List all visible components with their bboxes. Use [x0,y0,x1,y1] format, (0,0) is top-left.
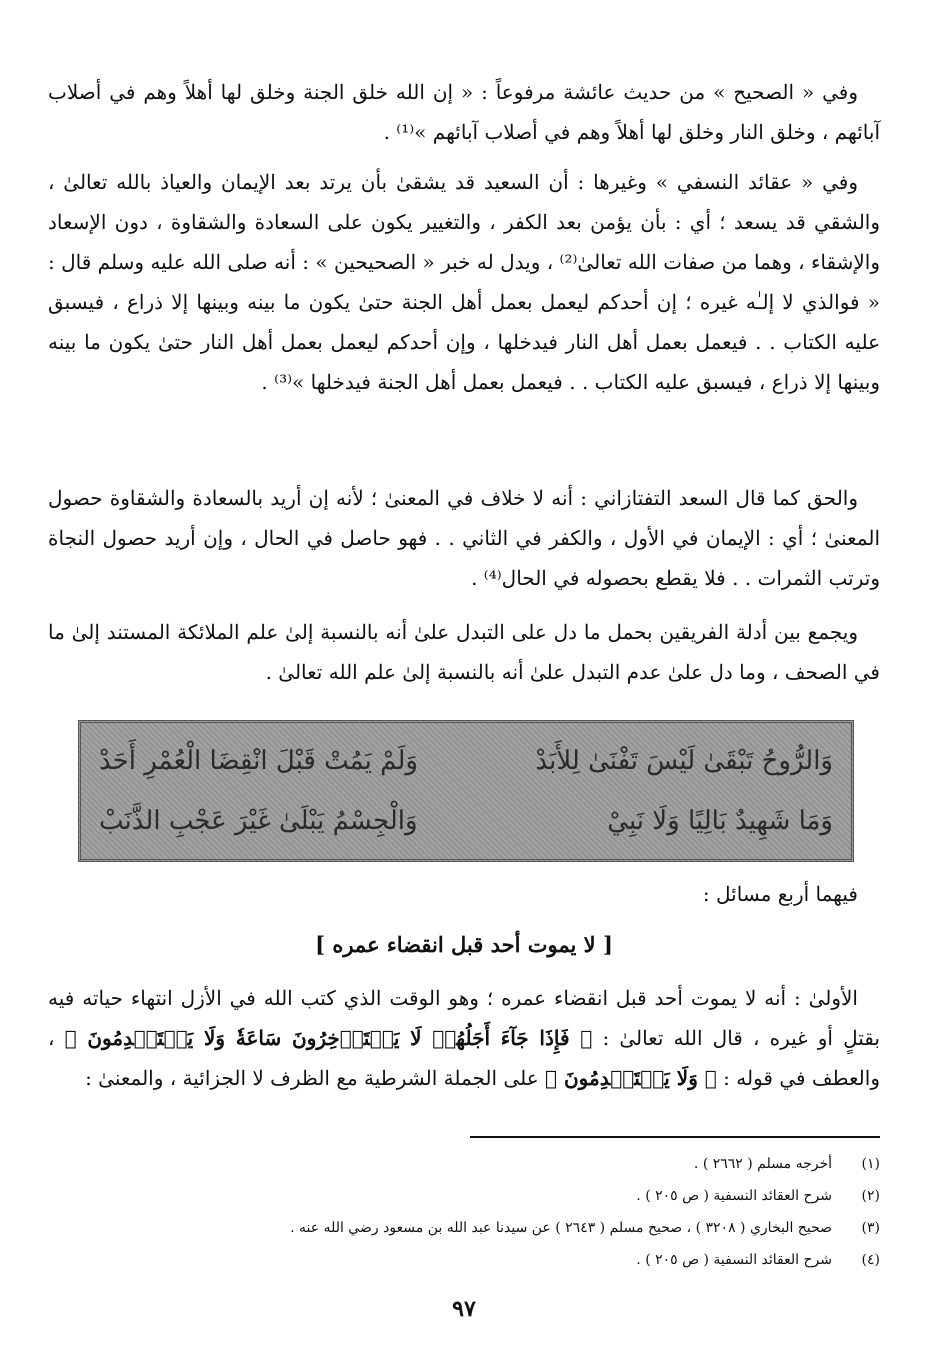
footnotes [48,1148,880,1276]
paragraph-text [48,978,880,1098]
paragraph-nasafi-creed [48,162,880,410]
footnote-item [48,1148,880,1180]
paragraph-text: والحق كما قال السعد التفتازاني : أنه لا خلاف في المعنىٰ ؛ لأنه إن أريد بالسعادة والشقاوة حصول المعنىٰ ؛ أي : الإيمان في الأول ، والكفر في الثاني . . فهو حاصل في الحال ، وإن أريد حصول النجاة وترتب الثمرات . . فلا يقطع بحصوله في الحال⁽⁴⁾ . [48,486,880,590]
page-number: ٩٧ [452,1296,476,1322]
verse-hemistich-left: وَالرُّوحُ تَبْقَىٰ لَيْسَ تَفْنَىٰ لِلأَبَدْ [535,746,833,776]
verse-line-2 [99,806,833,836]
paragraph-aisha-hadith [48,72,880,160]
text-run: على الجملة الشرطية مع الظرف لا الجزائية ، والمعنىٰ : [85,1066,546,1090]
verse-hemistich-right: وَالْجِسْمُ يَبْلَىٰ غَيْرَ عَجْبِ الذَّنَبْ [99,806,418,836]
paragraph-reconciliation [48,612,880,700]
footnote-text: صحيح البخاري ( ٣٢٠٨ ) ، صحيح مسلم ( ٢٦٤٣ ) عن سيدنا عبد الله بن مسعود رضي الله عنه . [290,1220,832,1236]
text-run: ، والعطف في قوله : [48,1026,880,1090]
paragraph-text: ويجمع بين أدلة الفريقين بحمل ما دل على التبدل علىٰ أنه بالنسبة إلىٰ علم الملائكة المستند إلىٰ ما في الصحف ، وما دل علىٰ عدم التبدل علىٰ أنه بالنسبة إلىٰ علم الله تعالىٰ . [48,620,880,684]
footnote-item [48,1212,880,1244]
footnote-item [48,1244,880,1276]
footnote-divider [470,1136,880,1138]
poem-verse-box [78,720,854,862]
section-heading: [ لا يموت أحد قبل انقضاء عمره ] [315,932,613,957]
verse-line-1 [99,746,833,776]
text-run: الأولىٰ : أنه لا يموت أحد قبل انقضاء عمره ؛ وهو الوقت الذي كتب الله في الأزل انتهاء حياته فيه بقتلٍ أو غيره ، قال الله تعالىٰ : [48,986,880,1050]
footnote-number: (١) [861,1156,880,1172]
paragraph-first-issue [48,978,880,1106]
verse-hemistich-right: وَلَمْ يَمُتْ قَبْلَ انْقِضَا الْعُمْرِ أَحَدْ [99,746,418,776]
footnote-number: (٢) [861,1188,880,1204]
footnote-number: (٣) [861,1220,880,1236]
paragraph-text: وفي « عقائد النسفي » وغيرها : أن السعيد قد يشقىٰ بأن يرتد بعد الإيمان والعياذ بالله تعالىٰ ، والشقي قد يسعد ؛ أي : بأن يؤمن بعد الكفر ، والتغيير يكون على السعادة والشقاوة ، دون الإسعاد والإشقاء ، وهما من صفات الله تعالىٰ⁽²⁾ ، ويدل له خبر « الصحيحين » : أنه صلى الله عليه وسلم قال : « فوالذي لا إلـٰه غيره ؛ إن أحدكم ليعمل بعمل أهل الجنة حتىٰ يكون ما بينه وبينها إلا ذراع ، فيسبق عليه الكتاب . . فيعمل بعمل أهل النار فيدخلها ، وإن أحدكم ليعمل بعمل أهل النار حتىٰ يكون ما بينه وبينها إلا ذراع ، فيسبق عليه الكتاب . . فيعمل بعمل أهل الجنة فيدخلها »⁽³⁾ . [48,170,880,394]
verse-hemistich-left: وَمَا شَهِيدٌ بَالِيًا وَلَا نَبِيْ [607,806,833,836]
quran-quote: ﴿ وَلَا يَسۡتَقۡدِمُونَ ﴾ [545,1066,717,1090]
footnote-text: شرح العقائد النسفية ( ص ٢٠٥ ) . [636,1188,832,1204]
paragraph-taftazani [48,478,880,606]
footnote-number: (٤) [861,1252,880,1268]
book-page [48,0,880,1346]
paragraph-text: وفي « الصحيح » من حديث عائشة مرفوعاً : « إن الله خلق الجنة وخلق لها أهلاً وهم في أصلاب آبائهم ، وخلق النار وخلق لها أهلاً وهم في أصلاب آبائهم »⁽¹⁾ . [48,80,880,144]
paragraph-four-issues [48,874,880,922]
footnote-item [48,1180,880,1212]
footnote-text: أخرجه مسلم ( ٢٦٦٢ ) . [693,1156,832,1172]
footnote-text: شرح العقائد النسفية ( ص ٢٠٥ ) . [636,1252,832,1268]
quran-quote: ﴿ فَإِذَا جَآءَ أَجَلُهُمۡ لَا يَسۡتَأۡخِرُونَ سَاعَةٗ وَلَا يَسۡتَقۡدِمُونَ ﴾ [64,1026,593,1050]
paragraph-text: فيهما أربع مسائل : [702,882,858,906]
